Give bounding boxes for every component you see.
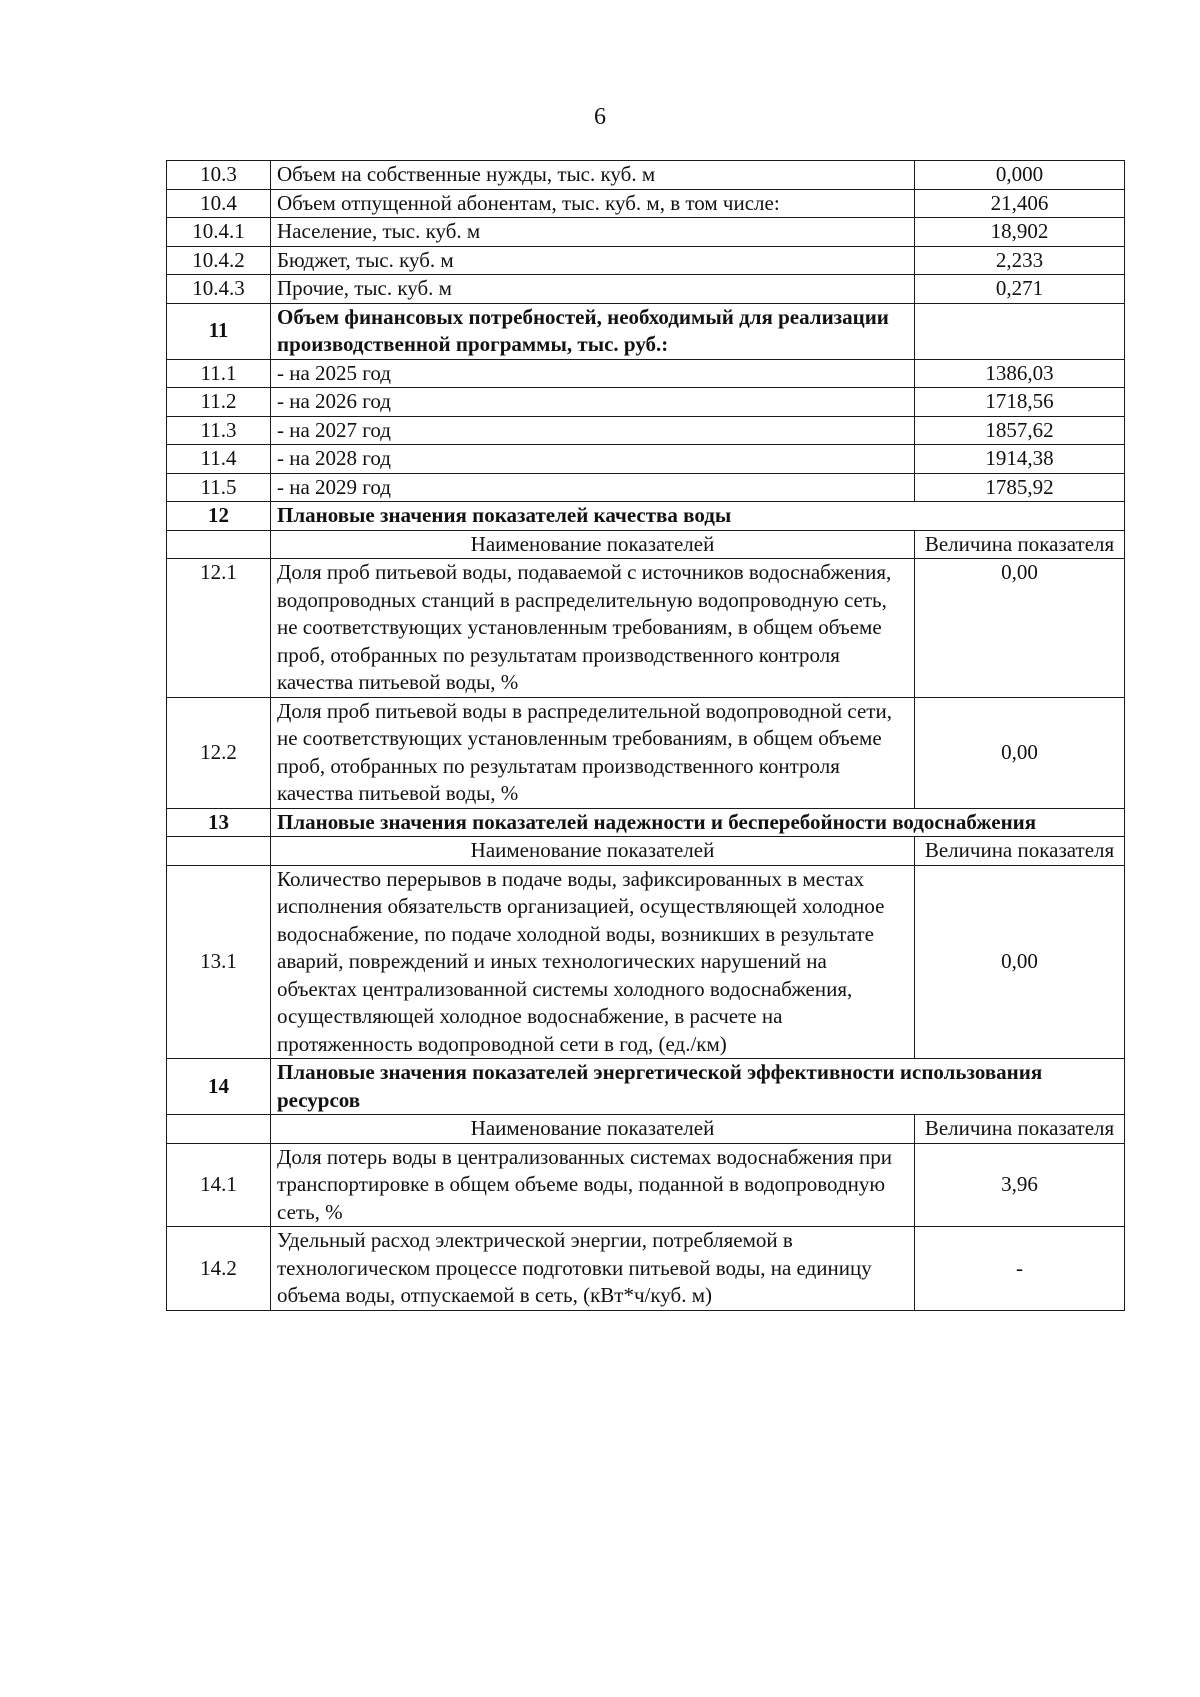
- row-description: Население, тыс. куб. м: [271, 218, 915, 247]
- row-description: Доля проб питьевой воды, подаваемой с источников водоснабжения, водопроводных станций в распределительную водопроводную сеть, не соответствующих установленным требованиям, в общем объеме проб, отобранных по результатам производственного контроля качества питьевой воды, %: [271, 559, 915, 698]
- row-number: 11.5: [167, 473, 271, 502]
- empty-cell: [167, 530, 271, 559]
- row-number: 10.4.1: [167, 218, 271, 247]
- column-header-row: [167, 837, 1125, 866]
- row-number: 14.2: [167, 1227, 271, 1311]
- section-title: Объем финансовых потребностей, необходимый для реализации производственной программы, тыс. руб.:: [271, 303, 915, 359]
- table-row: [167, 388, 1125, 417]
- column-header-name: Наименование показателей: [271, 530, 915, 559]
- row-description: Бюджет, тыс. куб. м: [271, 246, 915, 275]
- section-number: 12: [167, 502, 271, 531]
- table-row: [167, 416, 1125, 445]
- section-heading-row: [167, 502, 1125, 531]
- table-row: [167, 189, 1125, 218]
- row-number: 14.1: [167, 1143, 271, 1227]
- row-number: 10.4.2: [167, 246, 271, 275]
- empty-cell: [915, 303, 1125, 359]
- table-row: [167, 218, 1125, 247]
- section-heading-row: [167, 303, 1125, 359]
- row-value: 0,00: [915, 697, 1125, 808]
- empty-cell: [167, 1115, 271, 1144]
- row-value: 1718,56: [915, 388, 1125, 417]
- row-value: 0,271: [915, 275, 1125, 304]
- row-value: 0,00: [915, 559, 1125, 698]
- page-number: 6: [594, 104, 606, 130]
- row-number: 12.1: [167, 559, 271, 698]
- row-description: Объем на собственные нужды, тыс. куб. м: [271, 161, 915, 190]
- row-number: 10.4: [167, 189, 271, 218]
- column-header-value: Величина показателя: [915, 837, 1125, 866]
- empty-cell: [167, 837, 271, 866]
- indicators-table: [166, 160, 1125, 1311]
- section-title: Плановые значения показателей энергетической эффективности использования ресурсов: [271, 1059, 1125, 1115]
- section-title: Плановые значения показателей надежности и бесперебойности водоснабжения: [271, 808, 1125, 837]
- row-value: 1914,38: [915, 445, 1125, 474]
- row-description: - на 2027 год: [271, 416, 915, 445]
- table-row: [167, 445, 1125, 474]
- row-number: 11.4: [167, 445, 271, 474]
- row-description: Объем отпущенной абонентам, тыс. куб. м, в том числе:: [271, 189, 915, 218]
- row-number: 11.3: [167, 416, 271, 445]
- table-row: [167, 559, 1125, 698]
- table-row: [167, 1143, 1125, 1227]
- row-description: Доля проб питьевой воды в распределительной водопроводной сети, не соответствующих установленным требованиям, в общем объеме проб, отобранных по результатам производственного контроля качества питьевой воды, %: [271, 697, 915, 808]
- table-row: [167, 473, 1125, 502]
- table-row: [167, 161, 1125, 190]
- section-title: Плановые значения показателей качества воды: [271, 502, 1125, 531]
- row-value: 0,000: [915, 161, 1125, 190]
- column-header-value: Величина показателя: [915, 1115, 1125, 1144]
- row-value: 2,233: [915, 246, 1125, 275]
- row-number: 10.3: [167, 161, 271, 190]
- row-description: Удельный расход электрической энергии, потребляемой в технологическом процессе подготовки питьевой воды, на единицу объема воды, отпускаемой в сеть, (кВт*ч/куб. м): [271, 1227, 915, 1311]
- table-row: [167, 697, 1125, 808]
- row-number: 10.4.3: [167, 275, 271, 304]
- row-number: 11.2: [167, 388, 271, 417]
- row-number: 12.2: [167, 697, 271, 808]
- column-header-row: [167, 1115, 1125, 1144]
- row-value: -: [915, 1227, 1125, 1311]
- section-number: 14: [167, 1059, 271, 1115]
- table-row: [167, 359, 1125, 388]
- row-description: - на 2029 год: [271, 473, 915, 502]
- row-description: - на 2025 год: [271, 359, 915, 388]
- row-description: Доля потерь воды в централизованных системах водоснабжения при транспортировке в общем объеме воды, поданной в водопроводную сеть, %: [271, 1143, 915, 1227]
- row-value: 3,96: [915, 1143, 1125, 1227]
- row-number: 11.1: [167, 359, 271, 388]
- row-value: 1857,62: [915, 416, 1125, 445]
- row-description: - на 2028 год: [271, 445, 915, 474]
- section-heading-row: [167, 1059, 1125, 1115]
- column-header-value: Величина показателя: [915, 530, 1125, 559]
- row-description: Количество перерывов в подаче воды, зафиксированных в местах исполнения обязательств организацией, осуществляющей холодное водоснабжение, по подаче холодной воды, возникших в результате аварий, повреждений и иных технологических нарушений на объектах централизованной системы холодного водоснабжения, осуществляющей холодное водоснабжение, в расчете на протяженность водопроводной сети в год, (ед./км): [271, 865, 915, 1059]
- table-row: [167, 865, 1125, 1059]
- row-value: 1386,03: [915, 359, 1125, 388]
- row-value: 18,902: [915, 218, 1125, 247]
- column-header-name: Наименование показателей: [271, 837, 915, 866]
- row-value: 1785,92: [915, 473, 1125, 502]
- row-description: - на 2026 год: [271, 388, 915, 417]
- section-number: 13: [167, 808, 271, 837]
- row-value: 0,00: [915, 865, 1125, 1059]
- row-number: 13.1: [167, 865, 271, 1059]
- section-heading-row: [167, 808, 1125, 837]
- row-value: 21,406: [915, 189, 1125, 218]
- column-header-name: Наименование показателей: [271, 1115, 915, 1144]
- section-number: 11: [167, 303, 271, 359]
- table-row: [167, 1227, 1125, 1311]
- table-row: [167, 275, 1125, 304]
- table-row: [167, 246, 1125, 275]
- column-header-row: [167, 530, 1125, 559]
- row-description: Прочие, тыс. куб. м: [271, 275, 915, 304]
